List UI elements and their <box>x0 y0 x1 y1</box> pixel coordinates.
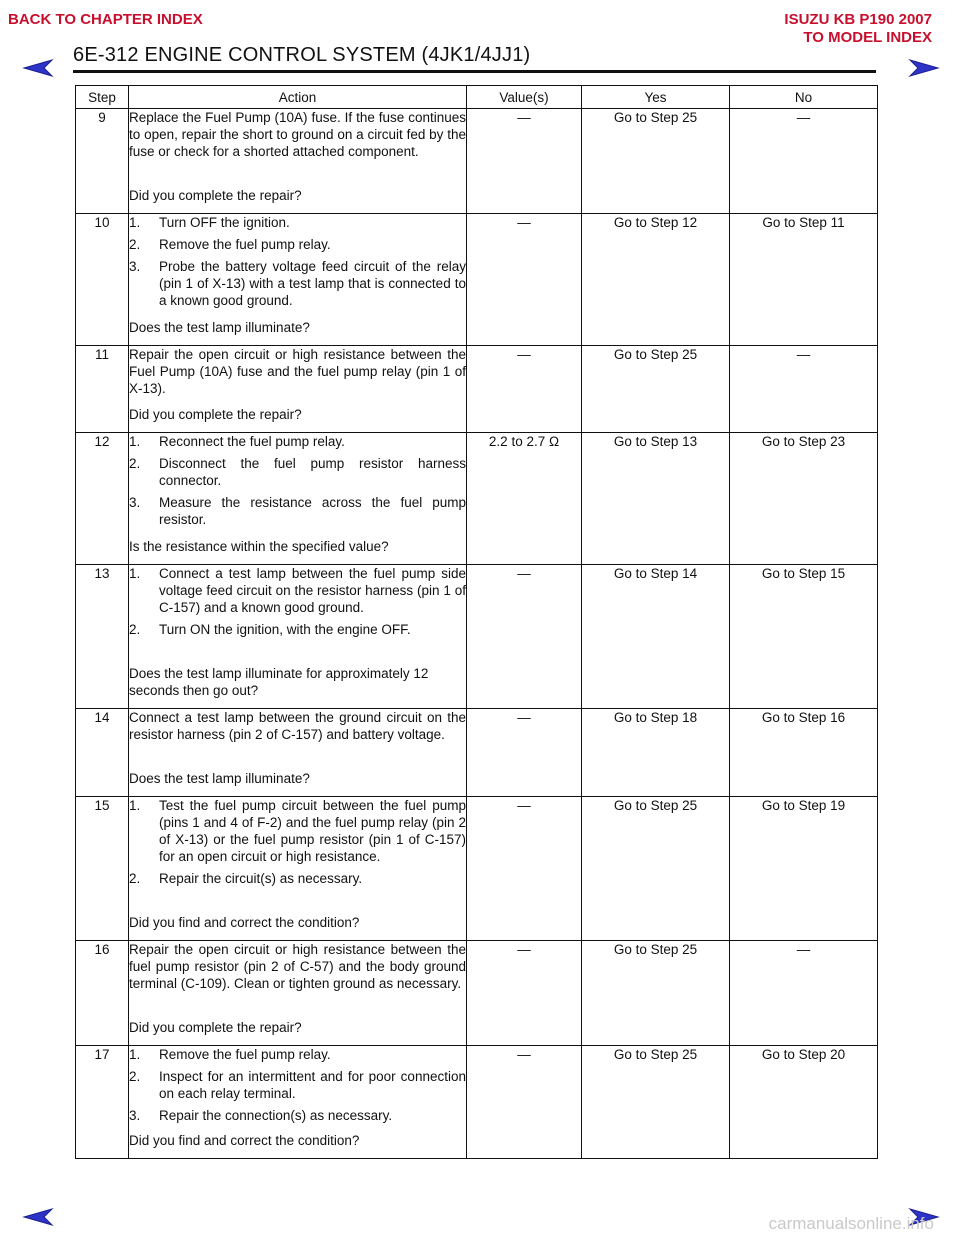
list-text: Remove the fuel pump relay. <box>159 1047 331 1062</box>
action-cell <box>129 709 467 797</box>
step-number: 16 <box>76 941 129 1046</box>
action-list-item <box>129 1107 466 1124</box>
list-text: Reconnect the fuel pump relay. <box>159 434 345 449</box>
prev-page-arrow-icon[interactable] <box>22 1207 54 1227</box>
list-number: 3. <box>129 259 141 274</box>
list-number: 1. <box>129 215 141 230</box>
step-number: 14 <box>76 709 129 797</box>
action-list-item <box>129 258 466 309</box>
page-title: 6E-312 ENGINE CONTROL SYSTEM (4JK1/4JJ1) <box>73 44 531 66</box>
next-page-arrow-icon[interactable] <box>908 58 940 78</box>
action-list-item <box>129 1068 466 1102</box>
table-row <box>76 214 878 346</box>
list-number: 3. <box>129 1108 141 1123</box>
action-list-item <box>129 214 466 231</box>
list-text: Turn OFF the ignition. <box>159 215 290 230</box>
table-row <box>76 797 878 941</box>
action-list-item <box>129 870 466 887</box>
action-list-item <box>129 433 466 450</box>
action-list-item <box>129 565 466 616</box>
list-text: Disconnect the fuel pump resistor harness connector. <box>159 456 466 488</box>
action-question: Is the resistance within the specified value? <box>129 539 389 554</box>
yes-cell: Go to Step 13 <box>582 433 730 565</box>
action-list-item <box>129 1046 466 1063</box>
list-number: 2. <box>129 622 141 637</box>
to-model-index-link[interactable]: TO MODEL INDEX <box>803 29 932 46</box>
action-cell <box>129 214 467 346</box>
list-number: 1. <box>129 434 141 449</box>
yes-cell: Go to Step 25 <box>582 941 730 1046</box>
no-cell: — <box>730 109 878 214</box>
action-list-item <box>129 797 466 865</box>
table-body <box>76 109 878 1159</box>
yes-cell: Go to Step 14 <box>582 565 730 709</box>
value-cell: 2.2 to 2.7 Ω <box>467 433 582 565</box>
action-question: Did you complete the repair? <box>129 1020 302 1035</box>
value-cell: — <box>467 346 582 433</box>
step-number: 11 <box>76 346 129 433</box>
list-text: Connect a test lamp between the fuel pump side voltage feed circuit on the resistor harness (pin 1 of C-157) and a known good ground. <box>159 566 466 615</box>
value-cell: — <box>467 709 582 797</box>
value-cell: — <box>467 214 582 346</box>
list-text: Test the fuel pump circuit between the fuel pump (pins 1 and 4 of F-2) and the fuel pump relay (pin 2 of X-13) or the fuel pump resistor (pin 1 of C-157) for an open circuit or high resistance. <box>159 798 466 864</box>
yes-cell: Go to Step 25 <box>582 797 730 941</box>
yes-cell: Go to Step 12 <box>582 214 730 346</box>
table-row <box>76 709 878 797</box>
action-text: Replace the Fuel Pump (10A) fuse. If the fuse continues to open, repair the short to ground on a circuit fed by the fuse or check for a shorted attached component. <box>129 110 466 159</box>
action-cell <box>129 346 467 433</box>
value-cell: — <box>467 797 582 941</box>
header-no: No <box>730 86 878 109</box>
action-text: Repair the open circuit or high resistance between the Fuel Pump (10A) fuse and the fuel pump relay (pin 1 of X-13). <box>129 347 466 396</box>
table-row <box>76 941 878 1046</box>
list-number: 2. <box>129 456 141 471</box>
step-number: 15 <box>76 797 129 941</box>
no-cell: — <box>730 941 878 1046</box>
action-cell <box>129 109 467 214</box>
action-question: Does the test lamp illuminate for approximately 12 seconds then go out? <box>129 666 429 698</box>
step-number: 10 <box>76 214 129 346</box>
value-cell: — <box>467 565 582 709</box>
header-values: Value(s) <box>467 86 582 109</box>
action-question: Did you find and correct the condition? <box>129 1133 360 1148</box>
no-cell: Go to Step 16 <box>730 709 878 797</box>
table-row <box>76 565 878 709</box>
value-cell: — <box>467 941 582 1046</box>
list-text: Measure the resistance across the fuel pump resistor. <box>159 495 466 527</box>
action-cell <box>129 941 467 1046</box>
step-number: 12 <box>76 433 129 565</box>
action-question: Did you find and correct the condition? <box>129 915 360 930</box>
list-number: 3. <box>129 495 141 510</box>
value-cell: — <box>467 109 582 214</box>
list-text: Repair the circuit(s) as necessary. <box>159 871 363 886</box>
action-list-item <box>129 621 466 638</box>
list-text: Turn ON the ignition, with the engine OFF. <box>159 622 411 637</box>
list-text: Inspect for an intermittent and for poor connection on each relay terminal. <box>159 1069 466 1101</box>
action-cell <box>129 433 467 565</box>
list-text: Repair the connection(s) as necessary. <box>159 1108 393 1123</box>
table-row <box>76 1046 878 1159</box>
step-number: 17 <box>76 1046 129 1159</box>
table-row <box>76 109 878 214</box>
action-list-item <box>129 455 466 489</box>
no-cell: — <box>730 346 878 433</box>
yes-cell: Go to Step 25 <box>582 109 730 214</box>
watermark: carmanualsonline.info <box>768 1214 934 1233</box>
yes-cell: Go to Step 18 <box>582 709 730 797</box>
step-number: 9 <box>76 109 129 214</box>
list-text: Remove the fuel pump relay. <box>159 237 331 252</box>
table-row <box>76 346 878 433</box>
action-question: Did you complete the repair? <box>129 407 302 422</box>
yes-cell: Go to Step 25 <box>582 346 730 433</box>
list-number: 1. <box>129 566 141 581</box>
action-list-item <box>129 494 466 528</box>
no-cell: Go to Step 20 <box>730 1046 878 1159</box>
step-number: 13 <box>76 565 129 709</box>
no-cell: Go to Step 11 <box>730 214 878 346</box>
list-number: 1. <box>129 1047 141 1062</box>
list-number: 1. <box>129 798 141 813</box>
header-step: Step <box>76 86 129 109</box>
no-cell: Go to Step 19 <box>730 797 878 941</box>
list-number: 2. <box>129 871 141 886</box>
value-cell: — <box>467 1046 582 1159</box>
diagnostic-table <box>75 85 878 1159</box>
list-number: 2. <box>129 1069 141 1084</box>
list-number: 2. <box>129 237 141 252</box>
header-yes: Yes <box>582 86 730 109</box>
action-cell <box>129 797 467 941</box>
title-rule <box>73 70 876 73</box>
action-cell <box>129 1046 467 1159</box>
list-text: Probe the battery voltage feed circuit of the relay (pin 1 of X-13) with a test lamp that is connected to a known good ground. <box>159 259 466 308</box>
action-question: Does the test lamp illuminate? <box>129 320 310 335</box>
no-cell: Go to Step 23 <box>730 433 878 565</box>
no-cell: Go to Step 15 <box>730 565 878 709</box>
model-title: ISUZU KB P190 2007 <box>784 11 932 28</box>
action-question: Does the test lamp illuminate? <box>129 771 310 786</box>
action-cell <box>129 565 467 709</box>
action-list-item <box>129 236 466 253</box>
back-to-chapter-index-link[interactable]: BACK TO CHAPTER INDEX <box>8 11 203 28</box>
table-header-row <box>76 86 878 109</box>
prev-page-arrow-icon[interactable] <box>22 58 54 78</box>
action-question: Did you complete the repair? <box>129 188 302 203</box>
table-row <box>76 433 878 565</box>
yes-cell: Go to Step 25 <box>582 1046 730 1159</box>
action-text: Repair the open circuit or high resistance between the fuel pump resistor (pin 2 of C-57) and the body ground terminal (C-109). Clean or tighten ground as necessary. <box>129 942 466 991</box>
action-text: Connect a test lamp between the ground circuit on the resistor harness (pin 2 of C-157) and battery voltage. <box>129 710 466 742</box>
header-action: Action <box>129 86 467 109</box>
